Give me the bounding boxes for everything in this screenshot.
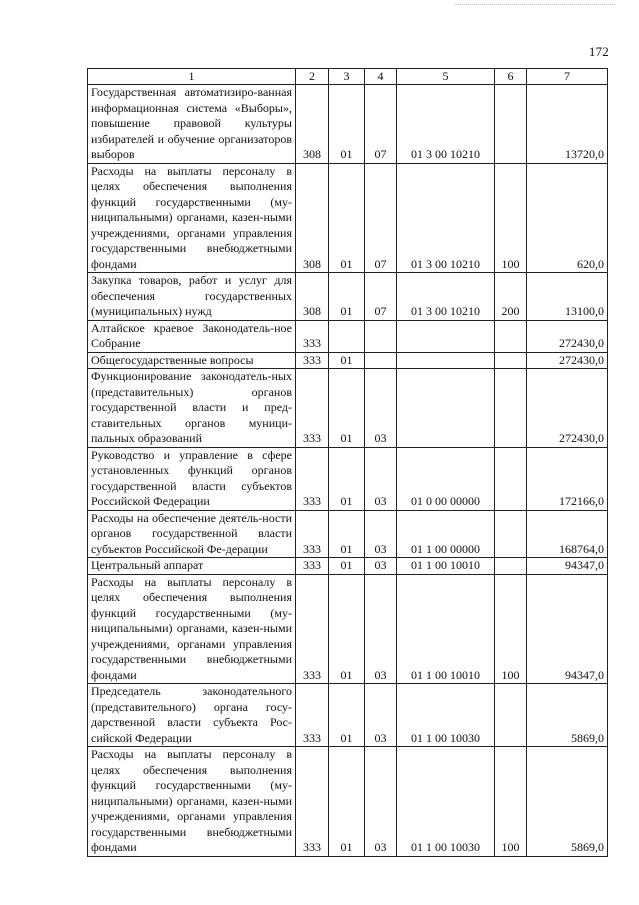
cell-ministry: 333 [296,352,329,369]
cell-expense-type [495,558,527,575]
cell-name: Функционирование законодатель-ных (представительных) органов государственной власти и пред-ставительных органов муници-пальных образований [88,369,296,448]
cell-subsection: 07 [365,273,397,321]
cell-amount: 5869,0 [527,747,608,857]
cell-name: Общегосударственные вопросы [88,352,296,369]
cell-expense-type [495,684,527,747]
cell-section: 01 [329,163,365,273]
cell-section: 01 [329,510,365,558]
cell-name: Алтайское краевое Законодатель-ное Собрание [88,320,296,352]
page-number: 172 [588,44,609,59]
cell-target [397,369,495,448]
cell-name: Государственная автоматизиро-ванная информационная система «Выборы», повышение правовой культуры избирателей и обучение организаторов выборов [88,85,296,164]
table-row [88,320,608,352]
header-cell-target: 5 [397,69,495,85]
cell-section: 01 [329,352,365,369]
cell-ministry: 333 [296,447,329,510]
cell-name: Расходы на выплаты персоналу в целях обеспечения выполнения функций государственными (му-ниципальными) органами, казен-ными учреждениями, органами управления государственными внебюджетными фондами [88,163,296,273]
header-cell-name: 1 [88,69,296,85]
cell-name: Председатель законодательного (представительного) органа госу-дарственной власти субъекта Рос-сийской Федерации [88,684,296,747]
cell-expense-type [495,352,527,369]
cell-ministry: 333 [296,747,329,857]
table-row [88,574,608,684]
cell-amount: 168764,0 [527,510,608,558]
cell-amount: 272430,0 [527,320,608,352]
cell-ministry: 333 [296,510,329,558]
cell-target: 01 1 00 00000 [397,510,495,558]
cell-subsection: 03 [365,369,397,448]
table-row [88,85,608,164]
cell-subsection: 07 [365,85,397,164]
cell-target: 01 1 00 10030 [397,747,495,857]
header-cell-ministry: 2 [296,69,329,85]
cell-subsection: 03 [365,747,397,857]
cell-section: 01 [329,273,365,321]
cell-section: 01 [329,369,365,448]
cell-name: Руководство и управление в сфере установленных функций органов государственной власти субъектов Российской Федерации [88,447,296,510]
cell-target: 01 1 00 10030 [397,684,495,747]
budget-table [87,68,608,857]
header-cell-expense-type: 6 [495,69,527,85]
cell-expense-type [495,447,527,510]
cell-target: 01 1 00 10010 [397,574,495,684]
cell-expense-type [495,85,527,164]
cell-amount: 94347,0 [527,558,608,575]
cell-target: 01 3 00 10210 [397,273,495,321]
scan-edge-line [455,4,615,5]
cell-target [397,352,495,369]
table-row [88,369,608,448]
cell-ministry: 333 [296,558,329,575]
table-row [88,163,608,273]
cell-subsection: 03 [365,510,397,558]
cell-target [397,320,495,352]
table-row [88,352,608,369]
cell-amount: 13100,0 [527,273,608,321]
table-row [88,558,608,575]
cell-name: Центральный аппарат [88,558,296,575]
cell-target: 01 1 00 10010 [397,558,495,575]
cell-subsection: 07 [365,163,397,273]
cell-section: 01 [329,558,365,575]
table-row [88,747,608,857]
table-header-row [88,69,608,85]
cell-section: 01 [329,747,365,857]
cell-amount: 272430,0 [527,352,608,369]
cell-target: 01 3 00 10210 [397,163,495,273]
cell-ministry: 333 [296,574,329,684]
cell-expense-type [495,320,527,352]
cell-subsection: 03 [365,558,397,575]
cell-ministry: 308 [296,85,329,164]
header-cell-section: 3 [329,69,365,85]
cell-amount: 94347,0 [527,574,608,684]
cell-name: Расходы на обеспечение деятель-ности органов государственной власти субъектов Российской Фе-дерации [88,510,296,558]
cell-section: 01 [329,684,365,747]
cell-subsection [365,352,397,369]
cell-expense-type [495,510,527,558]
cell-section: 01 [329,447,365,510]
cell-subsection [365,320,397,352]
table-row [88,447,608,510]
cell-amount: 272430,0 [527,369,608,448]
cell-ministry: 333 [296,369,329,448]
cell-name: Закупка товаров, работ и услуг для обеспечения государственных (муниципальных) нужд [88,273,296,321]
table-row [88,684,608,747]
cell-ministry: 308 [296,163,329,273]
cell-name: Расходы на выплаты персоналу в целях обеспечения выполнения функций государственными (му-ниципальными) органами, казен-ными учреждениями, органами управления государственными внебюджетными фондами [88,574,296,684]
cell-amount: 13720,0 [527,85,608,164]
cell-name: Расходы на выплаты персоналу в целях обеспечения выполнения функций государственными (му-ниципальными) органами, казен-ными учреждениями, органами управления государственными внебюджетными фондами [88,747,296,857]
cell-expense-type: 200 [495,273,527,321]
cell-section: 01 [329,85,365,164]
cell-section: 01 [329,574,365,684]
cell-ministry: 308 [296,273,329,321]
cell-section [329,320,365,352]
cell-ministry: 333 [296,320,329,352]
cell-subsection: 03 [365,447,397,510]
cell-amount: 5869,0 [527,684,608,747]
cell-expense-type [495,369,527,448]
cell-target: 01 3 00 10210 [397,85,495,164]
cell-target: 01 0 00 00000 [397,447,495,510]
cell-expense-type: 100 [495,574,527,684]
cell-amount: 620,0 [527,163,608,273]
cell-expense-type: 100 [495,163,527,273]
cell-subsection: 03 [365,574,397,684]
table-row [88,273,608,321]
cell-ministry: 333 [296,684,329,747]
cell-expense-type: 100 [495,747,527,857]
cell-amount: 172166,0 [527,447,608,510]
header-cell-subsection: 4 [365,69,397,85]
table-row [88,510,608,558]
header-cell-amount: 7 [527,69,608,85]
cell-subsection: 03 [365,684,397,747]
